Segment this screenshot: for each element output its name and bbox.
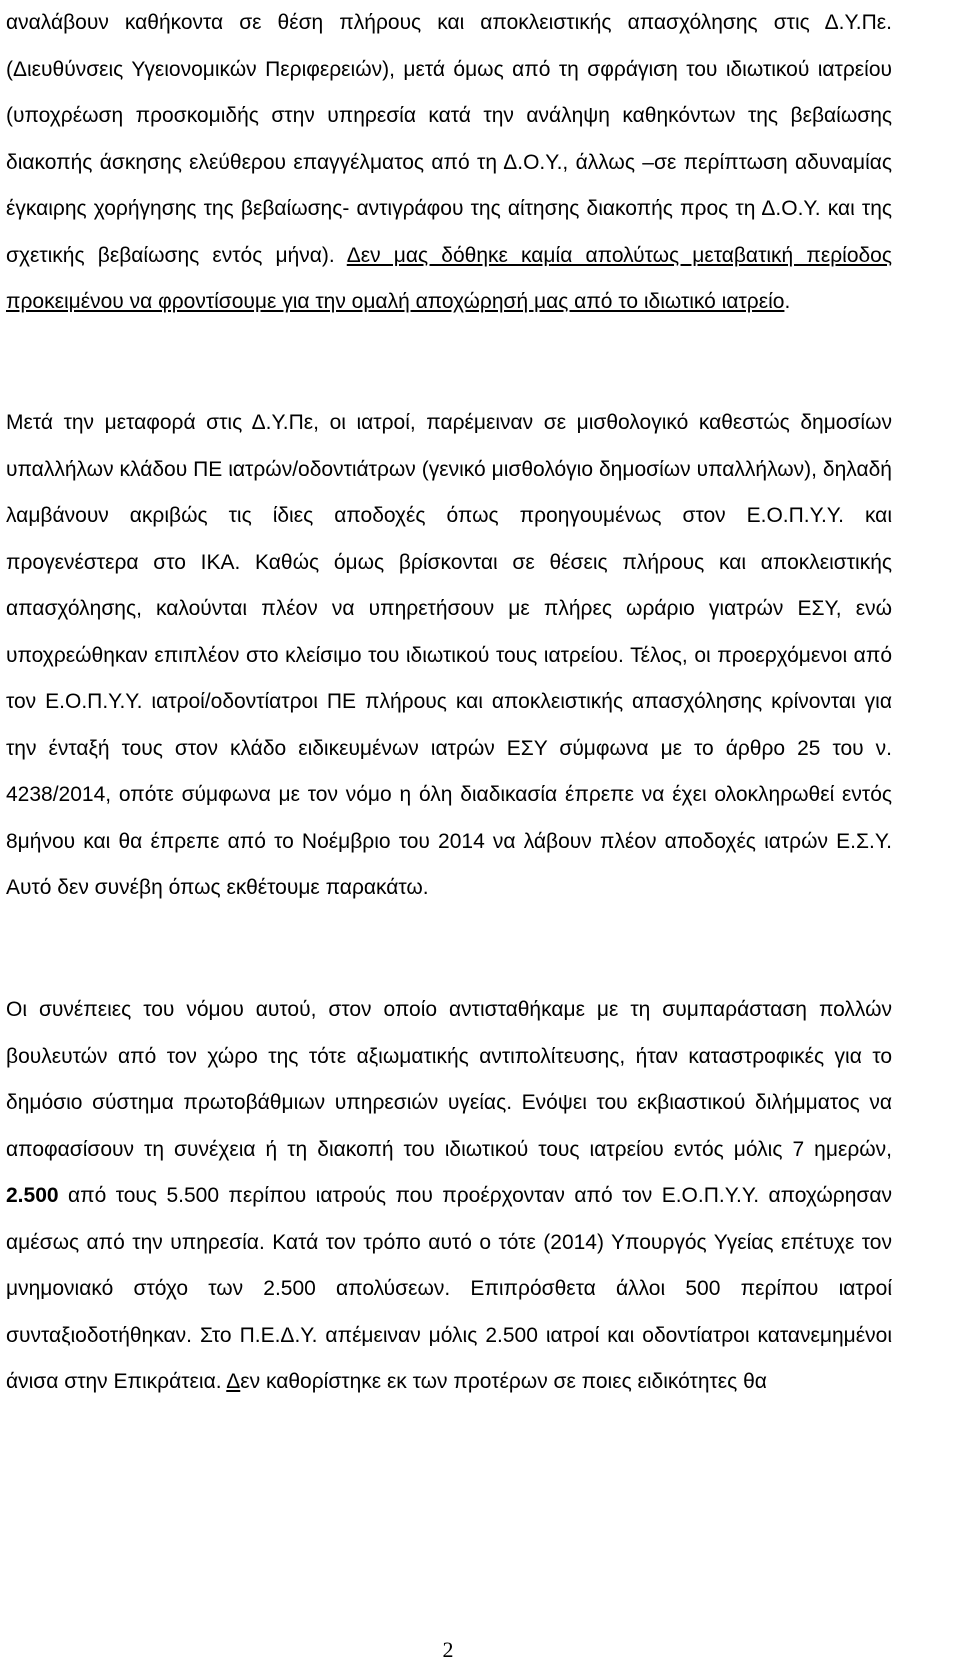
paragraph-1-underlined-text: Δεν μας δόθηκε καμία απολύτως μεταβατική περίοδος προκειμένου να φροντίσουμε για την ομαλή αποχώρησή μας από το ιδιωτικό ιατρείο (6, 243, 892, 313)
paragraph-3-text-end: εν καθορίστηκε εκ των προτέρων σε ποιες ειδικότητες θα (240, 1370, 767, 1393)
page-number: 2 (442, 1637, 454, 1662)
paragraph-2-text: Μετά την μεταφορά στις Δ.Υ.Πε, οι ιατροί, παρέμειναν σε μισθολογικό καθεστώς δημοσίων υπαλλήλων κλάδου ΠΕ ιατρών/οδοντιάτρων (γενικό μισθολόγιο δημοσίων υπαλλήλων), δηλαδή λαμβάνουν ακριβώς τις ίδιες αποδοχές όπως προηγουμένως στον Ε.Ο.Π.Υ.Υ. και προγενέστερα στο ΙΚΑ. Καθώς όμως βρίσκονται σε θέσεις πλήρους και αποκλειστικής απασχόλησης, καλούνται πλέον να υπηρετήσουν με πλήρες ωράριο γιατρών ΕΣΥ, ενώ υποχρεώθηκαν επιπλέον στο κλείσιμο του ιδιωτικού τους ιατρείου. Τέλος, οι προερχόμενοι από τον Ε.Ο.Π.Υ.Υ. ιατροί/οδοντίατροι ΠΕ πλήρους και αποκλειστικής απασχόλησης κρίνονται για την ένταξή τους στον κλάδο ειδικευμένων ιατρών ΕΣΥ σύμφωνα με το άρθρο 25 του ν. 4238/2014, οπότε σύμφωνα με τον νόμο η όλη διαδικασία έπρεπε να έχει ολοκληρωθεί εντός 8μήνου και θα έπρεπε από το Νοέμβριο του 2014 να λάβουν πλέον αποδοχές ιατρών Ε.Σ.Υ. Αυτό δεν συνέβη όπως εκθέτουμε παρακάτω. (6, 411, 892, 899)
paragraph-1-text: αναλάβουν καθήκοντα σε θέση πλήρους και αποκλειστικής απασχόλησης στις Δ.Υ.Πε. (Διευθύνσεις Υγειονομικών Περιφερειών), μετά όμως από τη σφράγιση του ιδιωτικού ιατρείου (υποχρέωση προσκομιδής στην υπηρεσία κατά την ανάληψη καθηκόντων της βεβαίωσης διακοπής άσκησης ελεύθερου επαγγέλματος από τη Δ.Ο.Υ., άλλως –σε περίπτωση αδυναμίας έγκαιρης χορήγησης της βεβαίωσης- αντιγράφου της αίτησης διακοπής προς τη Δ.Ο.Υ. και της σχετικής βεβαίωσης εντός μήνα). (6, 11, 892, 267)
paragraph-3-text-start: Οι συνέπειες του νόμου αυτού, στον οποίο αντισταθήκαμε με τη συμπαράσταση πολλών βουλευτών από τον χώρο της τότε αξιωματικής αντιπολίτευσης, ήταν καταστροφικές για το δημόσιο σύστημα πρωτοβάθμιων υπηρεσιών υγείας. Ενόψει του εκβιαστικού διλήμματος να αποφασίσουν τη συνέχεια ή τη διακοπή του ιδιωτικού τους ιατρείου εντός μόλις 7 ημερών, (6, 998, 892, 1161)
paragraph-1 (6, 0, 892, 326)
paragraph-3-bold-number: 2.500 (6, 1184, 59, 1207)
paragraph-3-underlined-letter: Δ (226, 1370, 241, 1393)
paragraph-1-end: . (784, 290, 791, 313)
paragraph-3-text-middle: από τους 5.500 περίπου ιατρούς που προέρχονταν από τον Ε.Ο.Π.Υ.Υ. αποχώρησαν αμέσως από την υπηρεσία. Κατά τον τρόπο αυτό ο τότε (2014) Υπουργός Υγείας επέτυχε τον μνημονιακό στόχο των 2.500 απολύσεων. Επιπρόσθετα άλλοι 500 περίπου ιατροί συνταξιοδοτήθηκαν. Στο Π.Ε.Δ.Υ. απέμειναν μόλις 2.500 ιατροί και οδοντίατροι κατανεμημένοι άνισα στην Επικράτεια. (6, 1184, 892, 1393)
paragraph-3 (6, 987, 892, 1406)
paragraph-2 (6, 400, 892, 912)
